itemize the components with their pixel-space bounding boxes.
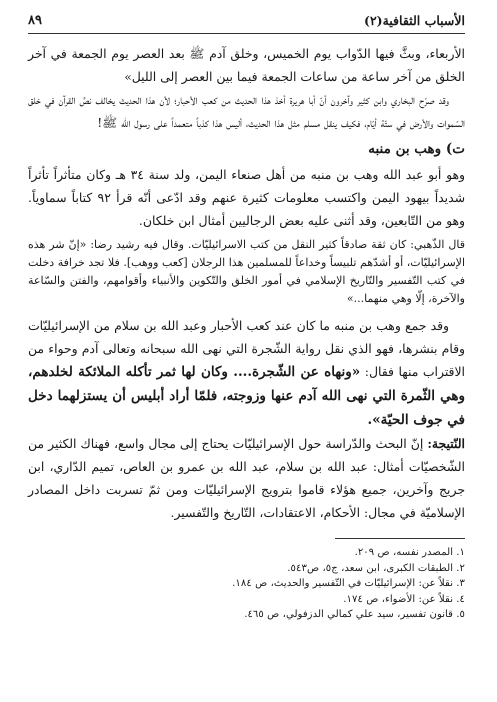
paragraph: وهو أبو عبد الله وهب بن منبه من أهل صنعاء اليمن، ولد سنة ٣٤ هـ وكان متأثراً تأثراً شديداً بيهود اليمن واكتسب معلومات كثيرة عنهم وقد ادّعى أنّه قرأ ٩٢ كتاباً سماوياً. وهو من التّابعين، وقد أثنى عليه بعض الرجاليين أمثال ابن خلكان.: [28, 167, 466, 228]
paragraph-text: وقد جمع وهب بن منبه ما كان عند كعب الأحبار وعبد الله بن سلام من الإسرائيليّات وقام بنشرها، فهو الذي نقل رواية الشّجرة التي نهى الله سبحانه وتعالى آدم وحواء من الاقتراب منها فقال:: [28, 318, 465, 379]
quoted-narration: «ونهاه عن الشّجرة.... وكان لها ثمر تأكله الملائكة لخلدهم، وهي الثّمرة التي نهى الله آدم عنها وزوجته، فلمّا أراد أبليس أن يستزلهما دخل في جوف الحيّة».: [28, 364, 465, 428]
paragraph: [28, 432, 465, 524]
footnote-divider: [335, 538, 465, 539]
block-quote: قال الذّهبي: كان ثقة صادقاً كثير النقل من كتب الاسرائيليّات. وقال فيه رشيد رضا: «إنّ شر هذه الإسرائيليّات، أو أشدّهم تلبيساً وخداعاً للمسلمين هذا الرجلان [كعب ووهب]. فلا تجد خرافة دخلت في كتب التّفسير والتّاريخ الإسلامي في أمور الخلق والتّكوين والأنبياء وأقوامهم، والفتن والسّاعة والآخرة، إلّا وهي منهما...»: [28, 238, 465, 305]
footnote: ١. المصدر نفسه، ص ٢٠٩.: [354, 547, 465, 558]
footnote: ٥. قانون تفسير، سيد علي كمالي الدزفولي، ص ٤٦٥.: [244, 609, 465, 620]
page-header: [28, 10, 465, 34]
paragraph: [28, 314, 465, 432]
paragraph: وقد صرّح البخاري وابن كثير وآخرون أنّ أبا هريرة أخذ هذا الحديث من كعب الأحبار؛ لأن هذا الحديث يخالف نصَّ القرآن في خلق السّموات والأرض في ستّة أيّام، فكيف ينقل مسلم مثل هذا الحديث، أليس هذا كذباً متعمداً على رسول الله ﷺ!: [28, 92, 465, 130]
main-text: [28, 42, 465, 524]
footnote: ٢. الطبقات الكبرى، ابن سعد، ج٥، ص٥٤٣.: [287, 562, 465, 574]
conclusion-label: النّتيجة:: [427, 436, 465, 451]
running-title: الأسباب الثقافية(٢): [364, 12, 465, 28]
conclusion-text: إنّ البحث والدّراسة حول الإسرائيليّات يحتاج إلى مجال واسع، فهناك الكثير من الشّخصيّات أمثال: عبد الله بن سلام، عبد الله بن عمرو بن العاص، تميم الدّاري، ابن جريج وآخرين، جميع هؤلاء قاموا بترويج الإسرائيليّات ومن ثمّ تسربت داخل المصادر الإسلاميّة في مجال: الأحكام، الاعتقادات، التّاريخ والتّفسير.: [28, 436, 465, 520]
footnote: ٣. نقلاً عن: الإسرائيليّات في التّفسير والحديث، ص ١٨٤.: [232, 578, 465, 589]
footnotes: [28, 545, 465, 623]
paragraph: الأربعاء، وبثَّ فيها الدّواب يوم الخميس، وخلق آدم ﷺ بعد العصر يوم الجمعة في آخر الخلق من آخر ساعة من ساعات الجمعة فيما بين العصر إلى الليل»: [28, 46, 465, 84]
section-heading: ت) وهب بن منبه: [368, 141, 465, 157]
page-number: ٨٩: [28, 12, 42, 28]
book-page: [28, 10, 465, 692]
footnote: ٤. نقلاً عن: الأضواء، ص ١٧٤.: [343, 593, 465, 605]
